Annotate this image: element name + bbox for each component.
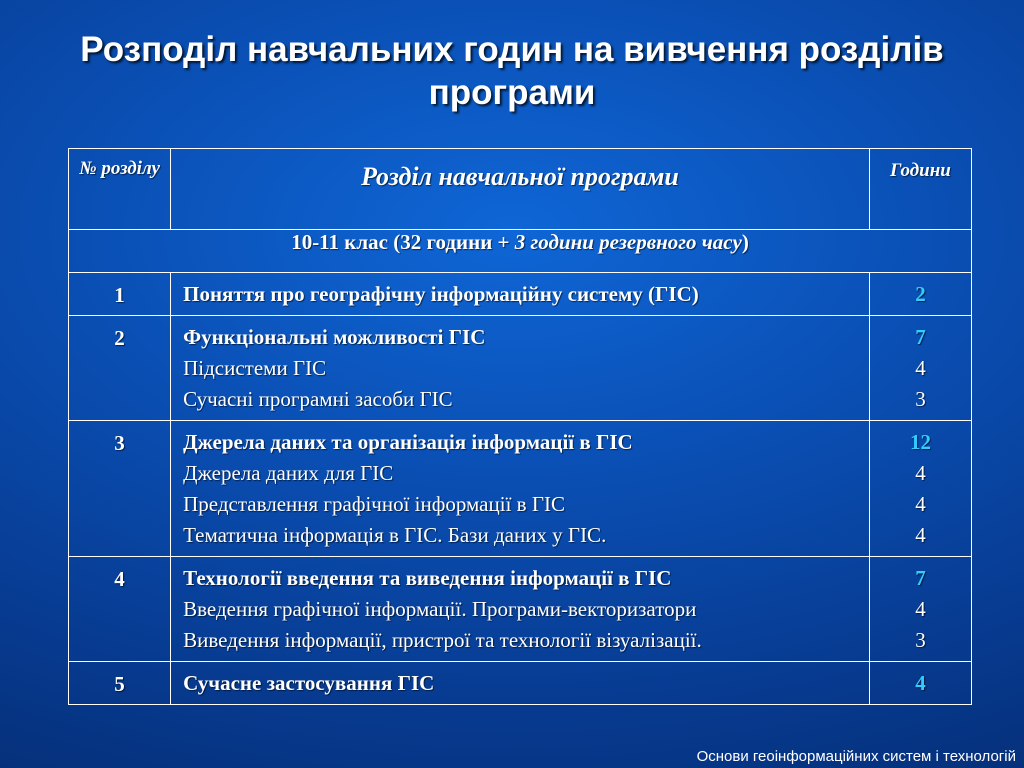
table-row bbox=[69, 316, 972, 421]
row-hours bbox=[869, 316, 971, 421]
table-row bbox=[69, 557, 972, 662]
subsection-item: Тематична інформація в ГІС. Бази даних у ГІС. bbox=[183, 523, 607, 547]
section-title: Джерела даних та організація інформації в ГІС bbox=[183, 430, 633, 454]
class-row-cell bbox=[69, 230, 972, 273]
class-row bbox=[69, 230, 972, 273]
header-hours: Години bbox=[869, 149, 971, 230]
row-hours bbox=[869, 662, 971, 705]
subsection-item: Джерела даних для ГІС bbox=[183, 461, 394, 485]
row-number: 3 bbox=[69, 421, 171, 557]
header-num: № розділу bbox=[69, 149, 171, 230]
subsection-hours: 4 bbox=[915, 356, 926, 380]
hours-total: 4 bbox=[915, 671, 926, 695]
hours-total: 7 bbox=[915, 325, 926, 349]
row-section bbox=[171, 273, 870, 316]
subsection-hours: 4 bbox=[915, 523, 926, 547]
hours-total: 2 bbox=[915, 282, 926, 306]
table-row bbox=[69, 662, 972, 705]
hours-total: 7 bbox=[915, 566, 926, 590]
header-row bbox=[69, 149, 972, 230]
class-row-suffix: ) bbox=[741, 230, 749, 254]
subsection-item: Введення графічної інформації. Програми-векторизатори bbox=[183, 597, 697, 621]
section-title: Поняття про географічну інформаційну систему (ГІС) bbox=[183, 282, 699, 306]
row-section bbox=[171, 662, 870, 705]
class-row-reserve: 3 години резервного часу bbox=[514, 230, 742, 254]
row-hours bbox=[869, 557, 971, 662]
row-number: 2 bbox=[69, 316, 171, 421]
subsection-hours: 4 bbox=[915, 492, 926, 516]
subsection-hours: 4 bbox=[915, 461, 926, 485]
row-number: 4 bbox=[69, 557, 171, 662]
row-section bbox=[171, 557, 870, 662]
slide-title: Розподіл навчальних годин на вивчення розділів програми bbox=[80, 30, 944, 112]
subsection-item: Виведення інформації, пристрої та технології візуалізації. bbox=[183, 628, 702, 652]
row-section bbox=[171, 421, 870, 557]
table-body bbox=[69, 149, 972, 705]
row-number: 5 bbox=[69, 662, 171, 705]
row-hours bbox=[869, 421, 971, 557]
header-section: Розділ навчальної програми bbox=[171, 149, 870, 230]
subsection-item: Підсистеми ГІС bbox=[183, 356, 327, 380]
footer-text: Основи геоінформаційних систем і технологій bbox=[696, 748, 1016, 765]
row-section bbox=[171, 316, 870, 421]
section-title: Сучасне застосування ГІС bbox=[183, 671, 435, 695]
subsection-hours: 4 bbox=[915, 597, 926, 621]
subsection-item: Сучасні програмні засоби ГІС bbox=[183, 387, 453, 411]
hours-total: 12 bbox=[909, 430, 931, 454]
row-hours bbox=[869, 273, 971, 316]
subsection-hours: 3 bbox=[915, 387, 926, 411]
section-title: Технології введення та виведення інформації в ГІС bbox=[183, 566, 672, 590]
program-table bbox=[68, 148, 972, 705]
subsection-item: Представлення графічної інформації в ГІС bbox=[183, 492, 565, 516]
subsection-hours: 3 bbox=[915, 628, 926, 652]
table-row bbox=[69, 421, 972, 557]
class-row-prefix: 10-11 клас (32 години + bbox=[291, 230, 515, 254]
table-row bbox=[69, 273, 972, 316]
row-number: 1 bbox=[69, 273, 171, 316]
section-title: Функціональні можливості ГІС bbox=[183, 325, 486, 349]
